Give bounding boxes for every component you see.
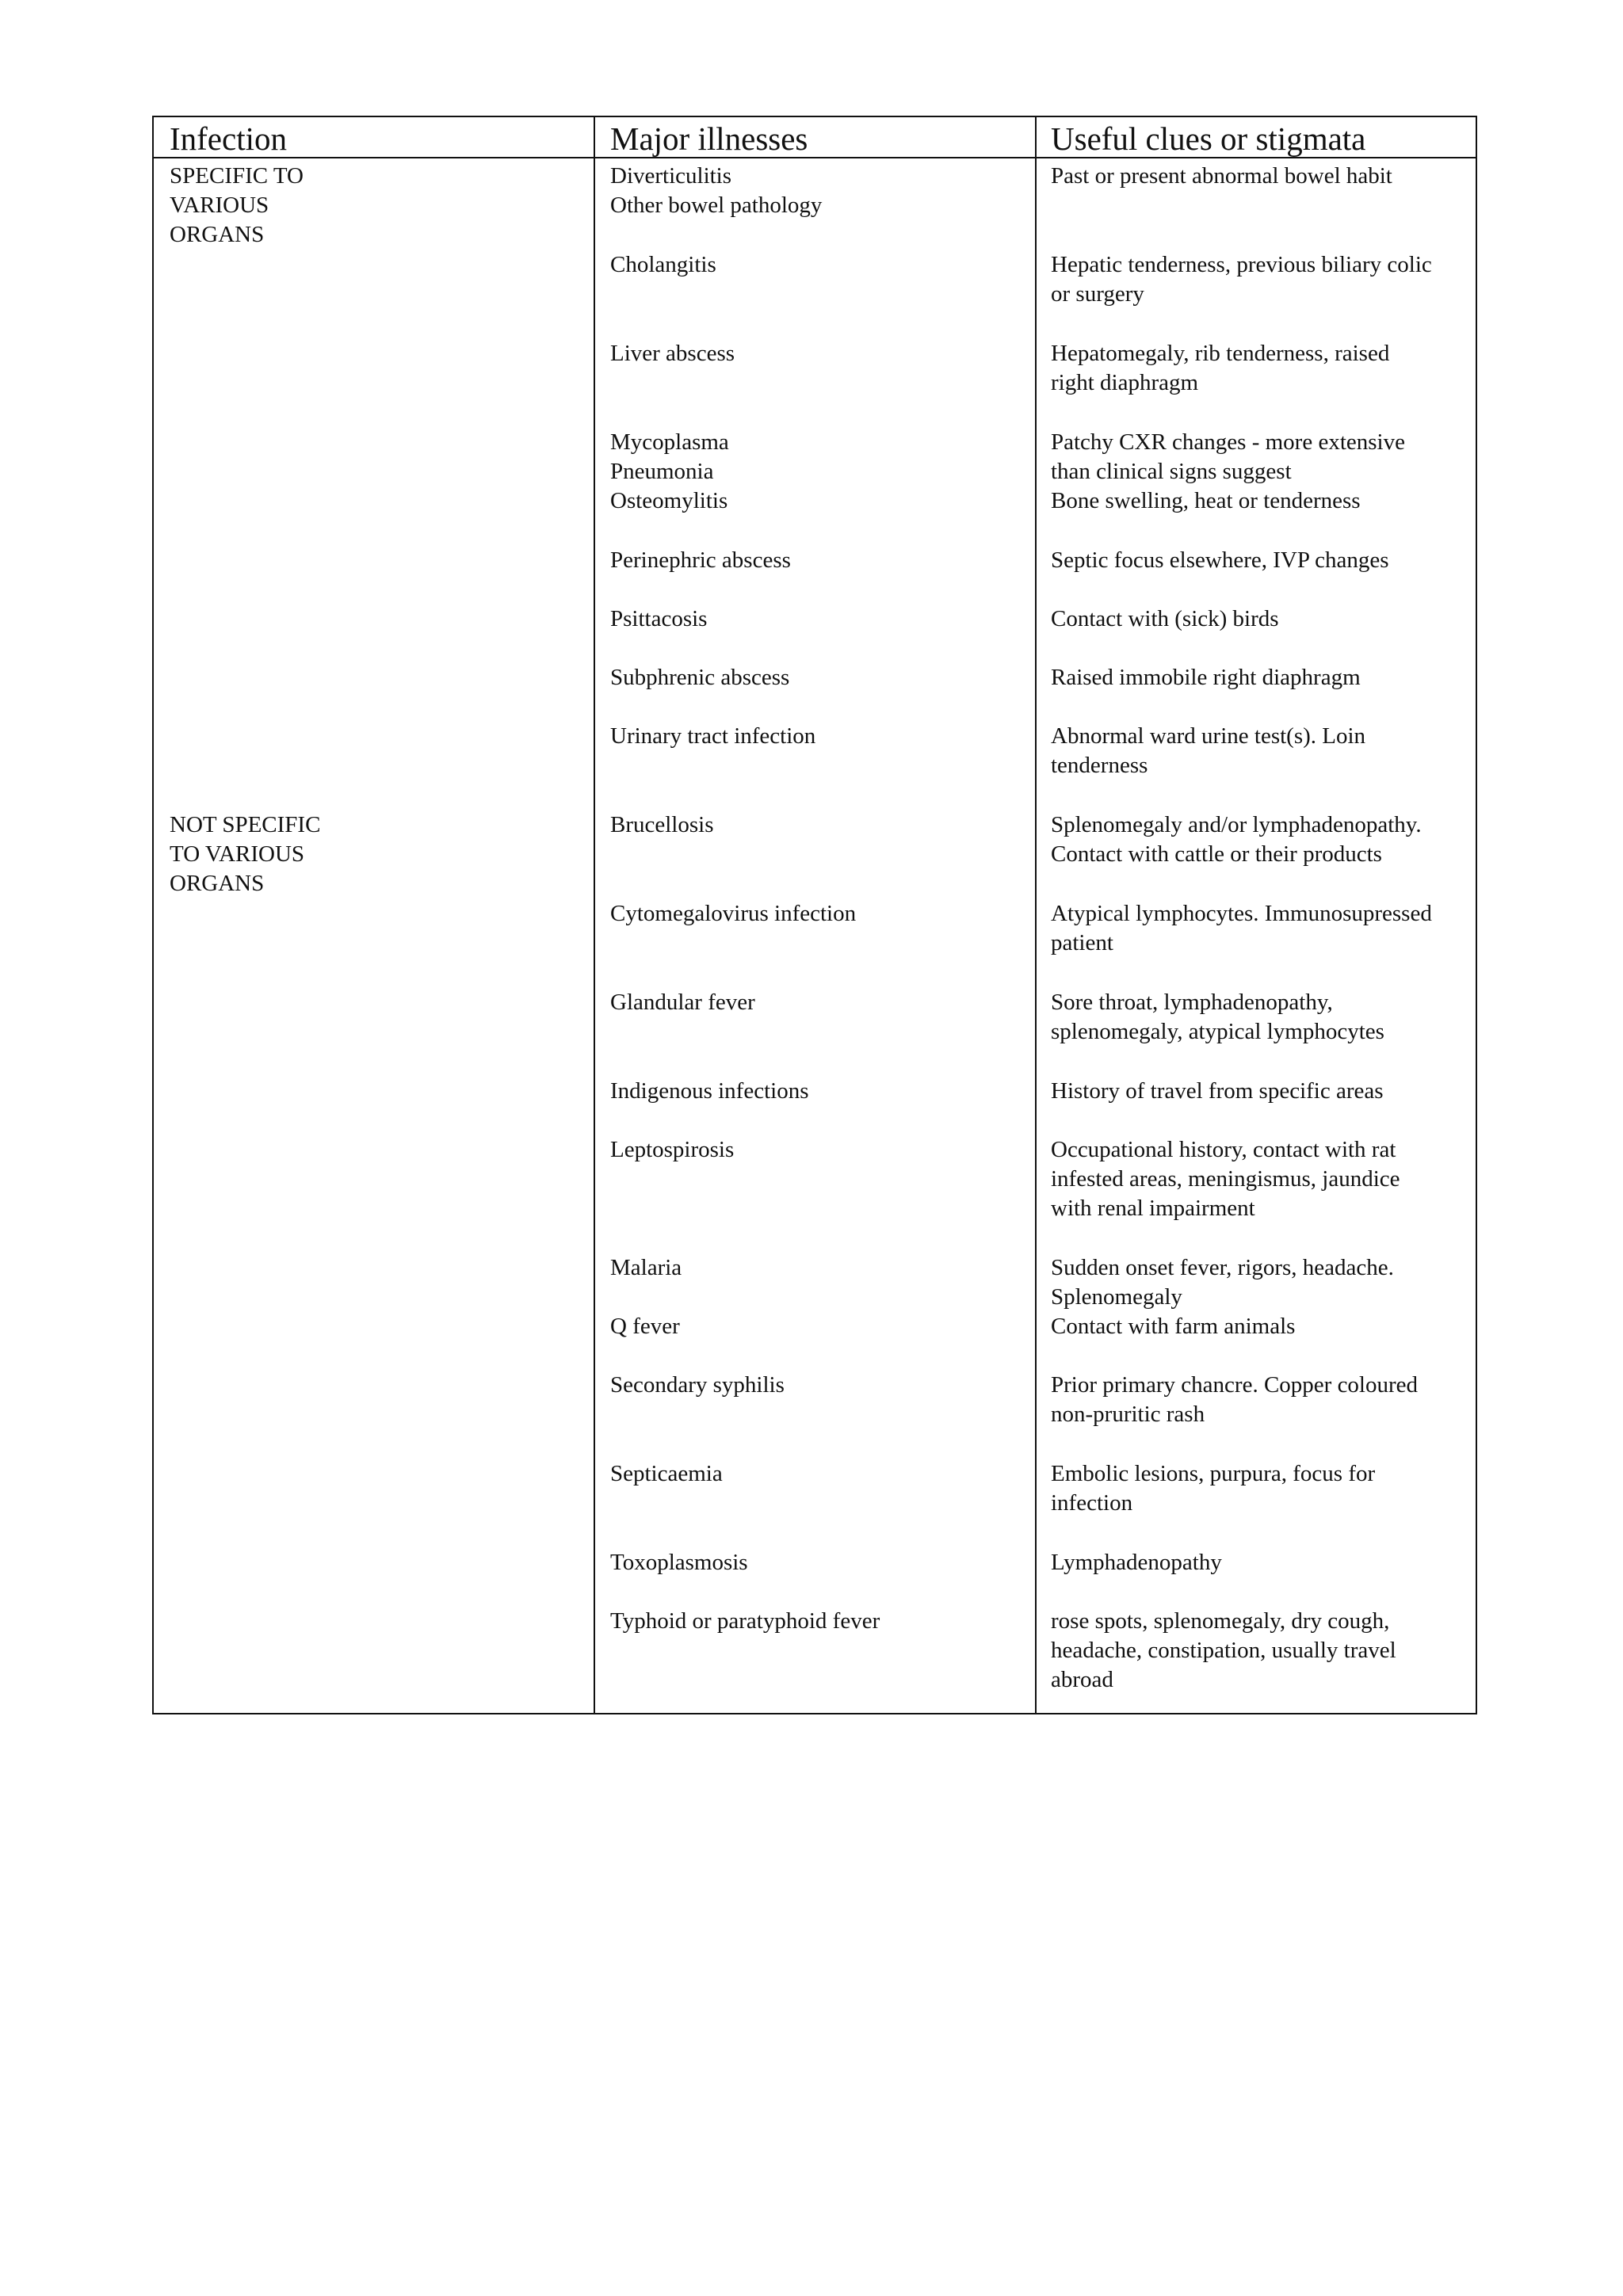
clue-cell: Occupational history, contact with rat	[1051, 1137, 1396, 1162]
clue-cell: Bone swelling, heat or tenderness	[1051, 488, 1361, 513]
clue-cell: infection	[1051, 1490, 1133, 1516]
clue-cell: Sudden onset fever, rigors, headache.	[1051, 1255, 1394, 1280]
clue-cell: History of travel from specific areas	[1051, 1078, 1384, 1104]
illness-cell: Psittacosis	[610, 606, 708, 631]
infection-category: ORGANS	[170, 871, 265, 896]
clue-cell: Hepatic tenderness, previous biliary colic	[1051, 252, 1432, 277]
header-major-illnesses: Major illnesses	[610, 120, 808, 157]
clue-cell: right diaphragm	[1051, 370, 1199, 395]
header-useful-clues: Useful clues or stigmata	[1051, 120, 1366, 157]
clue-cell: Hepatomegaly, rib tenderness, raised	[1051, 341, 1390, 366]
clue-cell: non-pruritic rash	[1051, 1402, 1205, 1427]
illness-cell: Typhoid or paratyphoid fever	[610, 1608, 880, 1634]
clue-cell: than clinical signs suggest	[1051, 459, 1292, 484]
header-infection: Infection	[170, 120, 287, 157]
header-divider	[154, 157, 1476, 158]
illness-cell: Osteomylitis	[610, 488, 728, 513]
illness-cell: Leptospirosis	[610, 1137, 735, 1162]
clue-cell: Contact with cattle or their products	[1051, 841, 1382, 867]
clue-cell: Contact with farm animals	[1051, 1314, 1296, 1339]
clue-cell: Embolic lesions, purpura, focus for	[1051, 1461, 1376, 1486]
clue-cell: Patchy CXR changes - more extensive	[1051, 429, 1405, 455]
clue-cell: Atypical lymphocytes. Immunosupressed	[1051, 901, 1432, 926]
clue-cell: Abnormal ward urine test(s). Loin	[1051, 723, 1366, 749]
clue-cell: Past or present abnormal bowel habit	[1051, 163, 1392, 189]
illness-cell: Septicaemia	[610, 1461, 723, 1486]
infection-table	[152, 116, 1477, 1714]
illness-cell: Pneumonia	[610, 459, 714, 484]
clue-cell: Splenomegaly	[1051, 1284, 1182, 1310]
illness-cell: Perinephric abscess	[610, 547, 791, 573]
illness-cell: Urinary tract infection	[610, 723, 816, 749]
illness-cell: Toxoplasmosis	[610, 1550, 748, 1575]
clue-cell: infested areas, meningismus, jaundice	[1051, 1166, 1400, 1192]
clue-cell: patient	[1051, 930, 1113, 955]
clue-cell: Sore throat, lymphadenopathy,	[1051, 990, 1333, 1015]
infection-category: VARIOUS	[170, 193, 269, 218]
illness-cell: Cholangitis	[610, 252, 716, 277]
clue-cell: abroad	[1051, 1667, 1113, 1692]
illness-cell: Indigenous infections	[610, 1078, 809, 1104]
clue-cell: Septic focus elsewhere, IVP changes	[1051, 547, 1389, 573]
illness-cell: Other bowel pathology	[610, 193, 823, 218]
clue-cell: tenderness	[1051, 753, 1148, 778]
infection-category: ORGANS	[170, 222, 265, 247]
illness-cell: Mycoplasma	[610, 429, 729, 455]
infection-category: TO VARIOUS	[170, 841, 305, 867]
clue-cell: Prior primary chancre. Copper coloured	[1051, 1372, 1419, 1398]
infection-category: SPECIFIC TO	[170, 163, 304, 189]
illness-cell: Secondary syphilis	[610, 1372, 785, 1398]
illness-cell: Malaria	[610, 1255, 682, 1280]
infection-category: NOT SPECIFIC	[170, 812, 321, 837]
clue-cell: headache, constipation, usually travel	[1051, 1638, 1396, 1663]
illness-cell: Cytomegalovirus infection	[610, 901, 857, 926]
illness-cell: Liver abscess	[610, 341, 735, 366]
clue-cell: Lymphadenopathy	[1051, 1550, 1222, 1575]
column-divider	[594, 117, 595, 1713]
illness-cell: Q fever	[610, 1314, 680, 1339]
clue-cell: with renal impairment	[1051, 1196, 1255, 1221]
clue-cell: or surgery	[1051, 281, 1144, 307]
clue-cell: Raised immobile right diaphragm	[1051, 665, 1361, 690]
clue-cell: splenomegaly, atypical lymphocytes	[1051, 1019, 1384, 1044]
column-divider	[1035, 117, 1037, 1713]
clue-cell: Splenomegaly and/or lymphadenopathy.	[1051, 812, 1422, 837]
clue-cell: rose spots, splenomegaly, dry cough,	[1051, 1608, 1390, 1634]
illness-cell: Glandular fever	[610, 990, 755, 1015]
illness-cell: Subphrenic abscess	[610, 665, 790, 690]
clue-cell: Contact with (sick) birds	[1051, 606, 1279, 631]
illness-cell: Diverticulitis	[610, 163, 732, 189]
illness-cell: Brucellosis	[610, 812, 714, 837]
